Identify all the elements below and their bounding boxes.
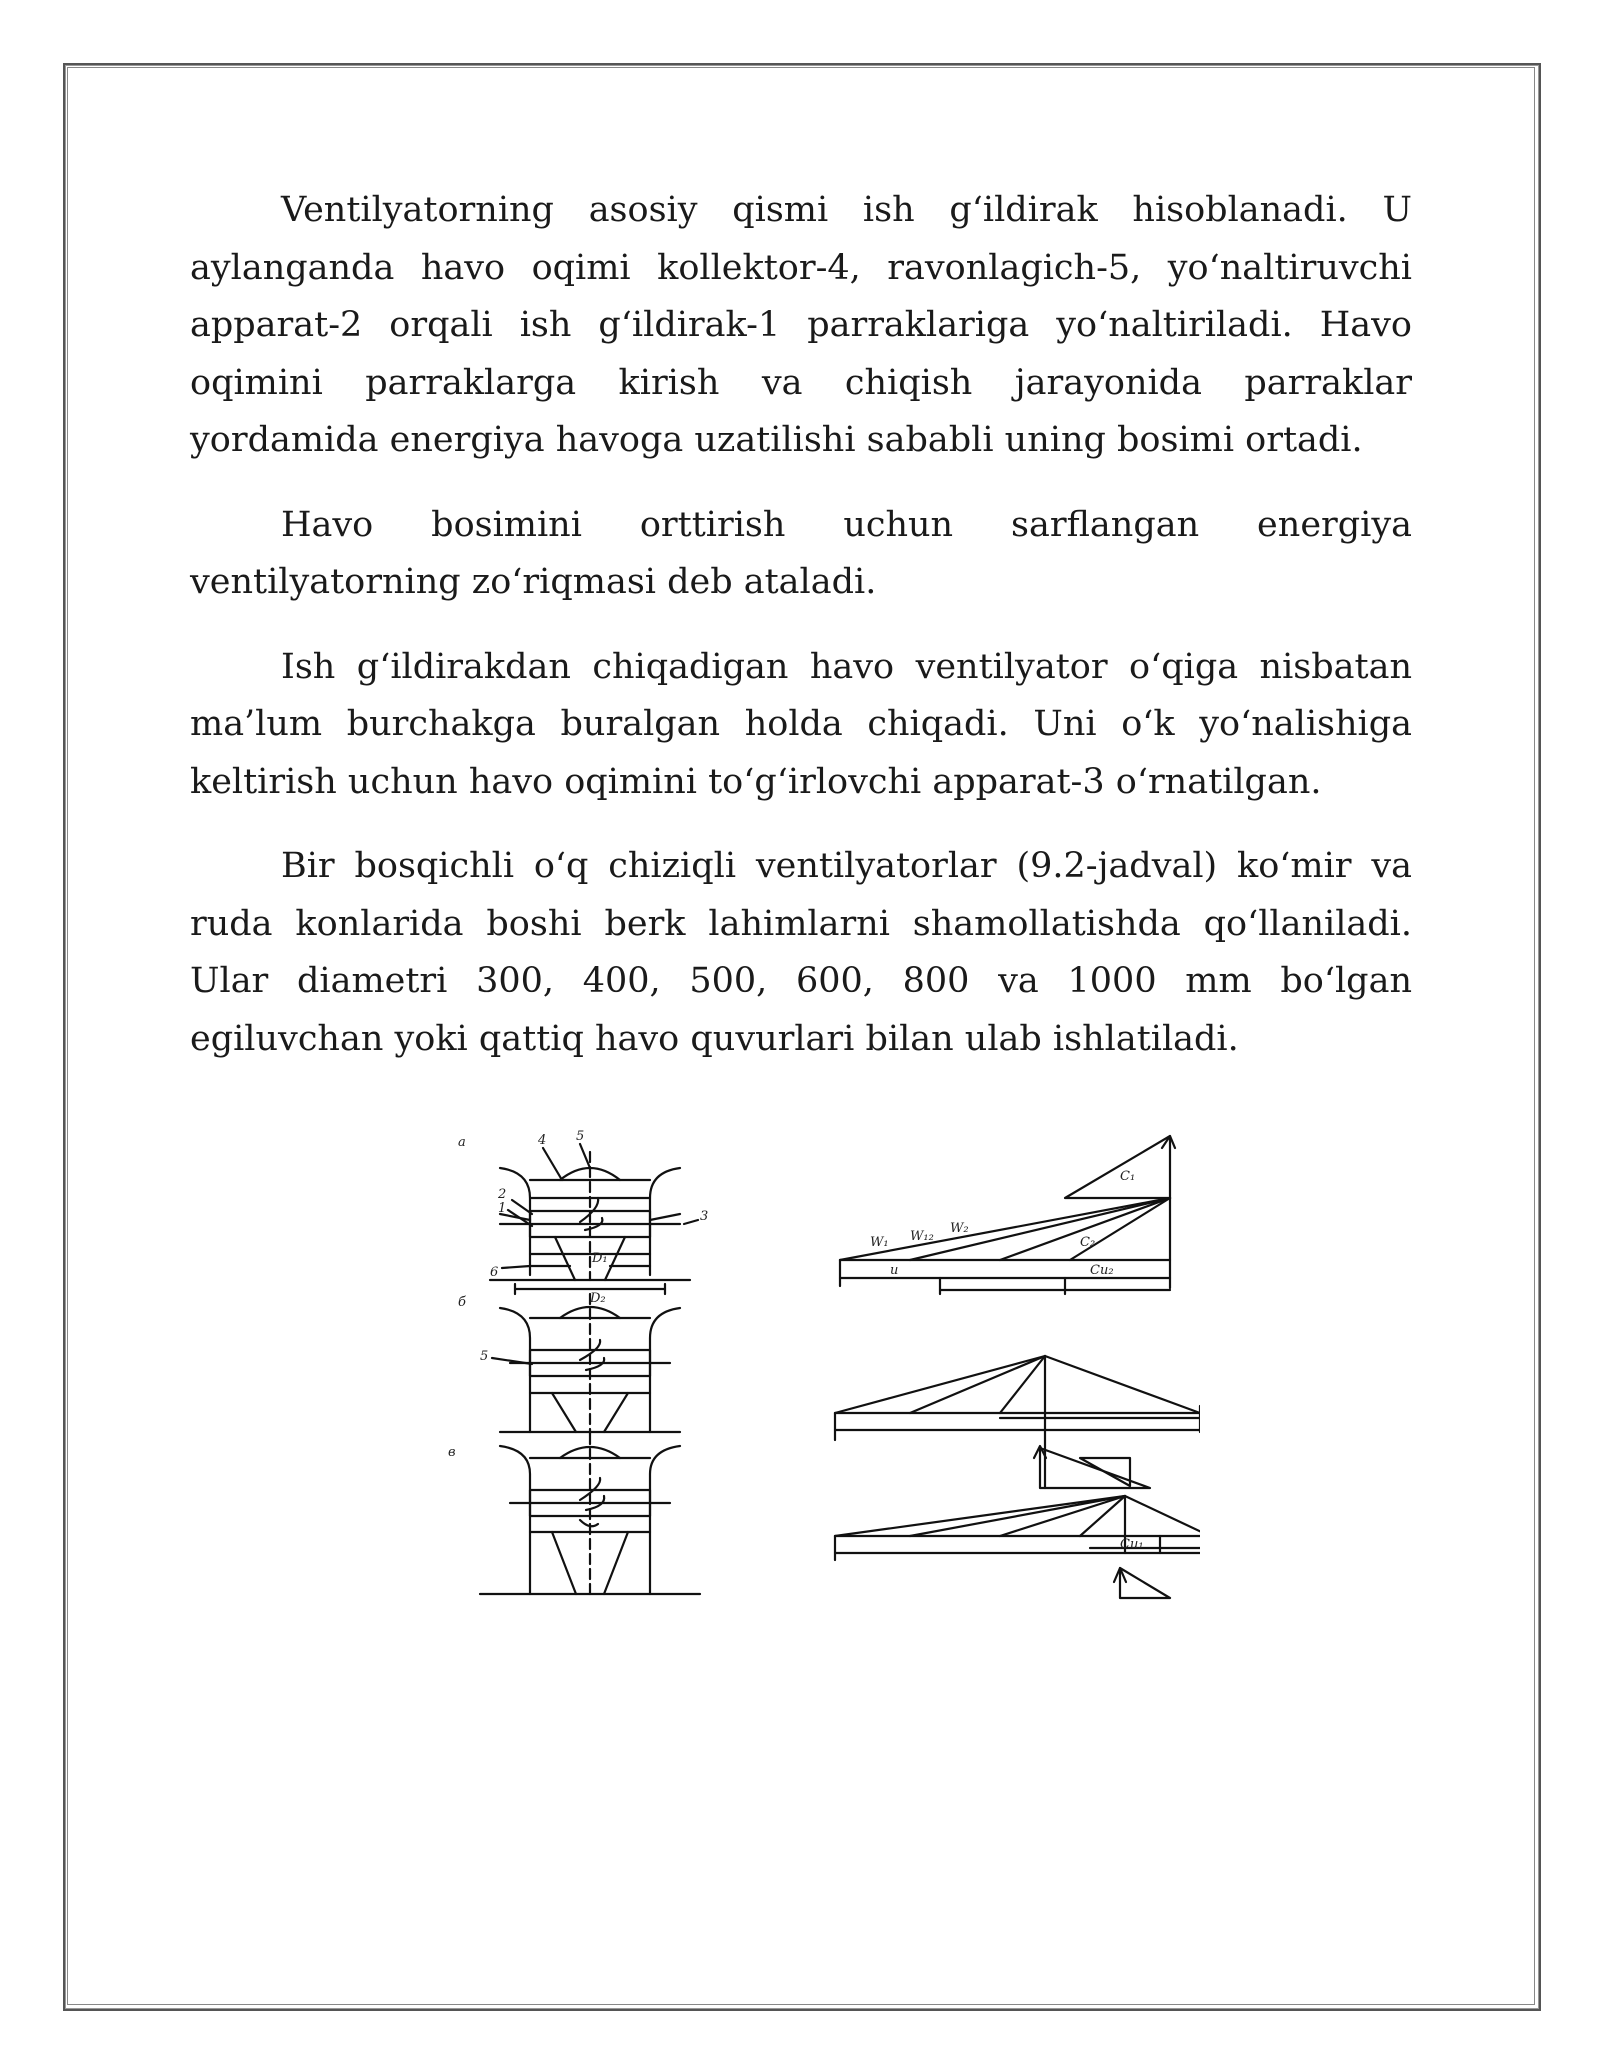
vector-label: W₁₂ bbox=[910, 1229, 934, 1244]
variant-label: б bbox=[458, 1295, 466, 1310]
fan-schematic-figure bbox=[440, 1128, 1200, 1608]
variant-label: a bbox=[458, 1135, 466, 1150]
variant-label: в bbox=[448, 1445, 456, 1460]
fan-schematic-drawing bbox=[440, 1128, 1200, 1608]
vector-label: W₂ bbox=[950, 1221, 969, 1236]
vector-label: W₁ bbox=[870, 1235, 889, 1250]
fan-section-b bbox=[492, 1294, 680, 1434]
paragraph: Bir bosqichli o‘q chiziqli ventilyatorlar (9.2-jadval) ko‘mir va ruda konlarida boshi berk lahimlarni shamollatishda qo‘llaniladi. Ular diametri 300, 400, 500, 600, 800 va 1000 mm bo‘lgan egiluvchan yoki qattiq havo quvurlari bilan ulab ishlatiladi. bbox=[190, 846, 1412, 1059]
vector-label: C₁ bbox=[1120, 1169, 1136, 1184]
part-label: 1 bbox=[498, 1201, 507, 1216]
dimension-label: D₁ bbox=[592, 1251, 608, 1266]
velocity-triangle-c bbox=[835, 1458, 1200, 1598]
part-label: 6 bbox=[490, 1265, 499, 1280]
paragraph: Havo bosimini orttirish uchun sarflangan energiya ventilyatorning zo‘riqmasi deb ataladi. bbox=[190, 504, 1412, 602]
velocity-triangle-b bbox=[835, 1356, 1200, 1488]
part-label: 3 bbox=[700, 1209, 709, 1224]
vector-label: C₂ bbox=[1080, 1235, 1096, 1250]
part-label: 5 bbox=[576, 1129, 585, 1144]
part-label: 4 bbox=[538, 1133, 547, 1148]
fan-section-a bbox=[490, 1144, 698, 1294]
dimension-label: D₂ bbox=[590, 1291, 606, 1306]
vector-label: u bbox=[890, 1263, 899, 1278]
part-label: 5 bbox=[480, 1349, 489, 1364]
vector-label: Cu₂ bbox=[1090, 1263, 1114, 1278]
part-label: 2 bbox=[498, 1187, 507, 1202]
fan-section-c bbox=[480, 1434, 700, 1596]
paragraph: Ventilyatorning asosiy qismi ish g‘ildirak hisoblanadi. U aylanganda havo oqimi kollektor-4, ravonlagich-5, yo‘naltiruvchi apparat-2 orqali ish g‘ildirak-1 parraklariga yo‘naltiriladi. Havo oqimini parraklarga kirish va chiqish jarayonida parraklar yordamida energiya havoga uzatilishi sababli uning bosimi ortadi. bbox=[190, 190, 1412, 460]
paragraph: Ish g‘ildirakdan chiqadigan havo ventilyator o‘qiga nisbatan ma’lum burchakga buralgan holda chiqadi. Uni o‘k yo‘nalishiga keltirish uchun havo oqimini to‘g‘irlovchi apparat-3 o‘rnatilgan. bbox=[190, 646, 1412, 802]
vector-label: Cu₁ bbox=[1120, 1537, 1144, 1552]
body-text bbox=[190, 182, 1412, 1095]
